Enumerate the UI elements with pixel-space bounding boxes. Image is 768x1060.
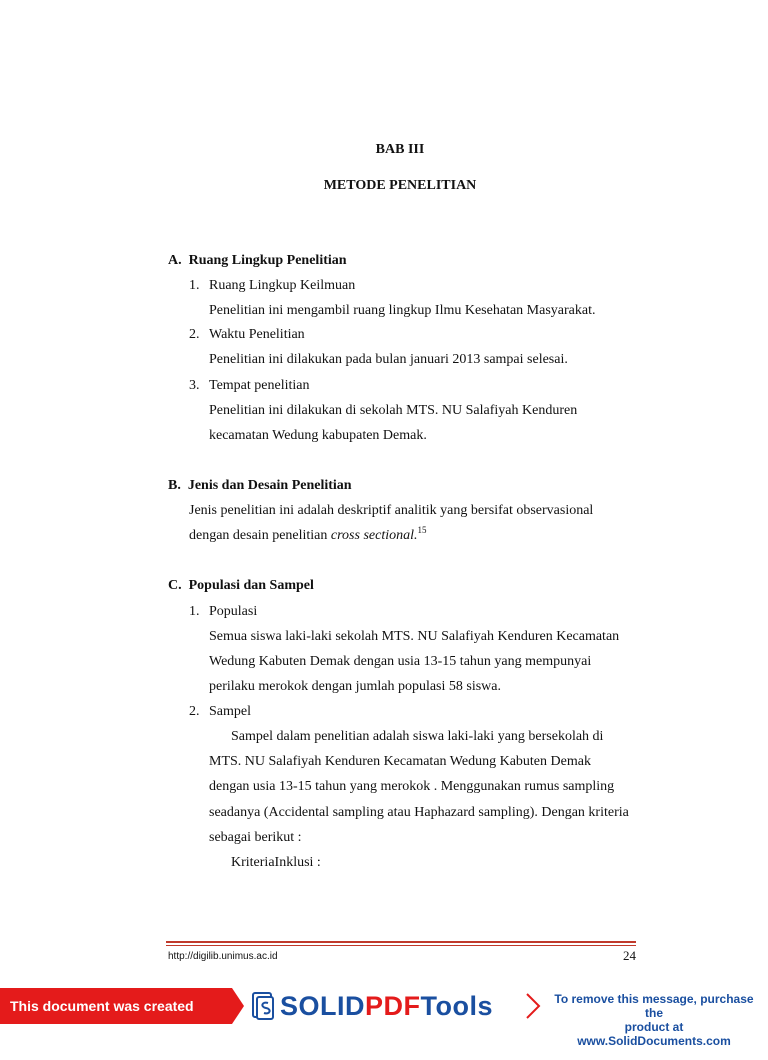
list-item-label: Waktu Penelitian <box>209 327 305 342</box>
paragraph-line: Penelitian ini dilakukan pada bulan januari 2013 sampai selesai. <box>209 352 568 367</box>
chevron-right-icon <box>524 992 542 1020</box>
paragraph-line: Penelitian ini dilakukan di sekolah MTS. NU Salafiyah Kenduren <box>209 403 578 418</box>
page-number: 24 <box>623 948 636 963</box>
logo-tools: Tools <box>420 991 494 1021</box>
paragraph-line: dengan usia 13-15 tahun yang merokok . Menggunakan rumus sampling <box>209 779 615 794</box>
section-c-heading: C. Populasi dan Sampel <box>168 578 314 593</box>
footer-rule-thin <box>166 945 636 946</box>
list-number: 1. <box>189 604 200 619</box>
paragraph-line: MTS. NU Salafiyah Kenduren Kecamatan Wedung Kabuten Demak <box>209 754 591 769</box>
footer-rule <box>166 941 636 943</box>
list-number: 3. <box>189 378 200 393</box>
section-b-heading: B. Jenis dan Desain Penelitian <box>168 478 352 493</box>
criteria-label: KriteriaInklusi : <box>231 855 321 870</box>
solidpdf-logo-icon <box>250 991 276 1021</box>
paragraph-line: Semua siswa laki-laki sekolah MTS. NU Salafiyah Kenduren Kecamatan <box>209 629 620 644</box>
banner-purchase-message[interactable] <box>548 992 760 1048</box>
list-item-label: Tempat penelitian <box>209 378 310 393</box>
paragraph-line: seadanya (Accidental sampling atau Haphazard sampling). Dengan kriteria <box>209 805 629 820</box>
chapter-number: BAB III <box>375 142 425 157</box>
paragraph-line: Jenis penelitian ini adalah deskriptif analitik yang bersifat observasional <box>189 503 594 518</box>
paragraph-line: perilaku merokok dengan jumlah populasi 58 siswa. <box>209 679 501 694</box>
paragraph-text: dengan desain penelitian <box>189 528 331 543</box>
paragraph-line: Penelitian ini mengambil ruang lingkup Ilmu Kesehatan Masyarakat. <box>209 303 596 318</box>
section-a-heading: A. Ruang Lingkup Penelitian <box>168 253 347 268</box>
paragraph-line <box>189 525 427 544</box>
footnote-ref: 15 <box>417 525 427 535</box>
list-number: 1. <box>189 278 200 293</box>
banner-created-text: This document was created using <box>0 988 232 1024</box>
list-number: 2. <box>189 704 200 719</box>
list-item-label: Populasi <box>209 604 258 619</box>
banner-arrow <box>232 988 244 1024</box>
list-item-label: Ruang Lingkup Keilmuan <box>209 278 356 293</box>
logo-pdf: PDF <box>365 991 421 1021</box>
paragraph-line: sebagai berikut : <box>209 830 302 845</box>
solidpdf-logo-text <box>280 990 493 1022</box>
list-item-label: Sampel <box>209 704 251 719</box>
watermark-banner[interactable] <box>0 988 768 1050</box>
banner-msg-line2: product at www.SolidDocuments.com <box>577 1020 731 1048</box>
footer-url-link[interactable]: http://digilib.unimus.ac.id <box>168 951 278 962</box>
design-term: cross sectional. <box>330 528 418 543</box>
paragraph-line: kecamatan Wedung kabupaten Demak. <box>209 428 427 443</box>
logo-solid: SOLID <box>280 991 366 1021</box>
paragraph-line: Wedung Kabuten Demak dengan usia 13-15 tahun yang mempunyai <box>209 654 592 669</box>
paragraph-line: Sampel dalam penelitian adalah siswa laki-laki yang bersekolah di <box>231 729 604 744</box>
chapter-title: METODE PENELITIAN <box>323 178 477 193</box>
banner-msg-line1: To remove this message, purchase the <box>554 992 754 1020</box>
list-number: 2. <box>189 327 200 342</box>
